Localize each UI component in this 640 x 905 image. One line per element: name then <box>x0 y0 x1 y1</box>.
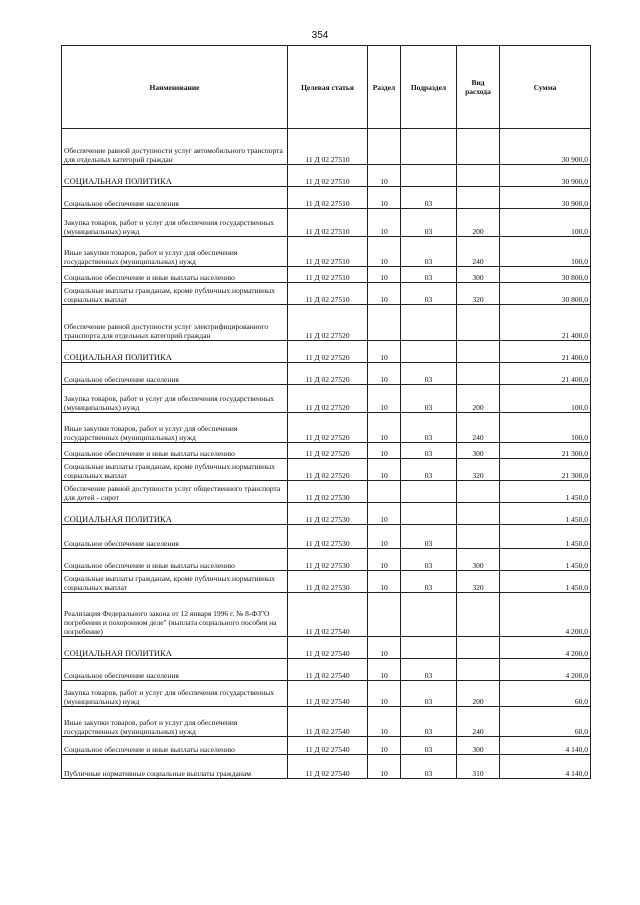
cell-expense-type <box>457 503 500 525</box>
cell-subsection <box>401 481 457 503</box>
cell-section: 10 <box>368 549 401 571</box>
cell-amount: 60,0 <box>500 707 591 737</box>
cell-section: 10 <box>368 755 401 779</box>
cell-section: 10 <box>368 385 401 413</box>
cell-target: 11 Д 02 27530 <box>288 503 368 525</box>
cell-subsection <box>401 637 457 659</box>
header-expense-type: Вид расхода <box>457 46 500 129</box>
cell-expense-type <box>457 187 500 209</box>
table-row <box>62 267 591 283</box>
cell-amount: 4 200,0 <box>500 659 591 681</box>
cell-expense-type: 240 <box>457 707 500 737</box>
cell-target: 11 Д 02 27520 <box>288 459 368 481</box>
cell-expense-type: 300 <box>457 443 500 459</box>
cell-name: Социальное обеспечение населения <box>62 659 288 681</box>
cell-subsection: 03 <box>401 209 457 237</box>
table-row <box>62 363 591 385</box>
cell-name: СОЦИАЛЬНАЯ ПОЛИТИКА <box>62 503 288 525</box>
table-row <box>62 681 591 707</box>
cell-section: 10 <box>368 283 401 305</box>
header-subsection: Подраздел <box>401 46 457 129</box>
cell-target: 11 Д 02 27520 <box>288 305 368 341</box>
table-row <box>62 637 591 659</box>
cell-expense-type: 310 <box>457 755 500 779</box>
cell-expense-type: 300 <box>457 737 500 755</box>
table-body <box>62 129 591 779</box>
cell-subsection: 03 <box>401 385 457 413</box>
cell-name: Социальные выплаты гражданам, кроме публичных нормативных социальных выплат <box>62 283 288 305</box>
cell-expense-type <box>457 659 500 681</box>
cell-name: Социальное обеспечение и иные выплаты населению <box>62 443 288 459</box>
cell-target: 11 Д 02 27530 <box>288 481 368 503</box>
cell-amount: 4 140,0 <box>500 755 591 779</box>
cell-target: 11 Д 02 27510 <box>288 209 368 237</box>
cell-expense-type <box>457 165 500 187</box>
cell-amount: 30 800,0 <box>500 283 591 305</box>
cell-subsection: 03 <box>401 681 457 707</box>
cell-target: 11 Д 02 27510 <box>288 187 368 209</box>
cell-section: 10 <box>368 237 401 267</box>
cell-subsection: 03 <box>401 187 457 209</box>
cell-subsection: 03 <box>401 443 457 459</box>
cell-subsection <box>401 341 457 363</box>
cell-target: 11 Д 02 27520 <box>288 385 368 413</box>
cell-amount: 21 300,0 <box>500 459 591 481</box>
cell-name: Социальное обеспечение населения <box>62 187 288 209</box>
table-row <box>62 413 591 443</box>
cell-amount: 4 140,0 <box>500 737 591 755</box>
table-row <box>62 481 591 503</box>
cell-name: Иные закупки товаров, работ и услуг для обеспечения государственных (муниципальных) нужд <box>62 707 288 737</box>
cell-section: 10 <box>368 659 401 681</box>
cell-section: 10 <box>368 503 401 525</box>
cell-subsection <box>401 129 457 165</box>
cell-section: 10 <box>368 267 401 283</box>
table-row <box>62 571 591 593</box>
cell-subsection: 03 <box>401 363 457 385</box>
cell-target: 11 Д 02 27520 <box>288 443 368 459</box>
table-row <box>62 525 591 549</box>
table-row <box>62 459 591 481</box>
cell-name: Иные закупки товаров, работ и услуг для обеспечения государственных (муниципальных) нужд <box>62 237 288 267</box>
cell-expense-type: 320 <box>457 283 500 305</box>
cell-expense-type: 240 <box>457 237 500 267</box>
cell-name: Социальное обеспечение населения <box>62 525 288 549</box>
cell-subsection <box>401 165 457 187</box>
cell-expense-type <box>457 129 500 165</box>
table-row <box>62 305 591 341</box>
cell-amount: 30 900,0 <box>500 187 591 209</box>
cell-target: 11 Д 02 27540 <box>288 681 368 707</box>
cell-expense-type: 240 <box>457 413 500 443</box>
table-row <box>62 659 591 681</box>
cell-target: 11 Д 02 27540 <box>288 755 368 779</box>
header-section: Раздел <box>368 46 401 129</box>
table-row <box>62 737 591 755</box>
cell-section: 10 <box>368 707 401 737</box>
table-row <box>62 283 591 305</box>
cell-name: Публичные нормативные социальные выплаты гражданам <box>62 755 288 779</box>
table-row <box>62 209 591 237</box>
cell-section <box>368 593 401 637</box>
cell-expense-type: 320 <box>457 459 500 481</box>
cell-amount: 21 400,0 <box>500 341 591 363</box>
cell-name: СОЦИАЛЬНАЯ ПОЛИТИКА <box>62 637 288 659</box>
header-target: Целевая статья <box>288 46 368 129</box>
cell-target: 11 Д 02 27510 <box>288 267 368 283</box>
cell-section: 10 <box>368 363 401 385</box>
cell-name: Иные закупки товаров, работ и услуг для обеспечения государственных (муниципальных) нужд <box>62 413 288 443</box>
cell-subsection <box>401 503 457 525</box>
cell-subsection: 03 <box>401 267 457 283</box>
header-name: Наименование <box>62 46 288 129</box>
table-row <box>62 187 591 209</box>
cell-amount: 1 450,0 <box>500 503 591 525</box>
cell-section: 10 <box>368 341 401 363</box>
cell-expense-type <box>457 341 500 363</box>
cell-amount: 21 300,0 <box>500 443 591 459</box>
table-row <box>62 165 591 187</box>
cell-subsection: 03 <box>401 525 457 549</box>
cell-subsection: 03 <box>401 707 457 737</box>
cell-section: 10 <box>368 737 401 755</box>
table-row <box>62 341 591 363</box>
cell-section: 10 <box>368 165 401 187</box>
cell-target: 11 Д 02 27510 <box>288 129 368 165</box>
cell-expense-type <box>457 593 500 637</box>
cell-amount: 100,0 <box>500 209 591 237</box>
cell-expense-type <box>457 525 500 549</box>
cell-section: 10 <box>368 571 401 593</box>
table-row <box>62 237 591 267</box>
cell-section <box>368 481 401 503</box>
cell-expense-type <box>457 637 500 659</box>
cell-subsection: 03 <box>401 283 457 305</box>
cell-subsection: 03 <box>401 549 457 571</box>
cell-amount: 1 450,0 <box>500 481 591 503</box>
cell-name: Социальные выплаты гражданам, кроме публичных нормативных социальных выплат <box>62 459 288 481</box>
cell-target: 11 Д 02 27520 <box>288 413 368 443</box>
cell-amount: 30 900,0 <box>500 165 591 187</box>
cell-amount: 100,0 <box>500 413 591 443</box>
cell-target: 11 Д 02 27540 <box>288 659 368 681</box>
cell-subsection <box>401 593 457 637</box>
cell-amount: 4 200,0 <box>500 637 591 659</box>
cell-section <box>368 305 401 341</box>
table-row <box>62 129 591 165</box>
table-row <box>62 549 591 571</box>
cell-name: Социальное обеспечение населения <box>62 363 288 385</box>
cell-section <box>368 129 401 165</box>
cell-name: Социальные выплаты гражданам, кроме публичных нормативных социальных выплат <box>62 571 288 593</box>
table-row <box>62 755 591 779</box>
cell-target: 11 Д 02 27510 <box>288 165 368 187</box>
cell-subsection: 03 <box>401 237 457 267</box>
cell-target: 11 Д 02 27540 <box>288 737 368 755</box>
budget-table <box>61 45 591 779</box>
cell-section: 10 <box>368 525 401 549</box>
table-row <box>62 443 591 459</box>
cell-name: Социальное обеспечение и иные выплаты населению <box>62 549 288 571</box>
cell-name: Закупка товаров, работ и услуг для обеспечения государственных (муниципальных) нужд <box>62 681 288 707</box>
cell-section: 10 <box>368 209 401 237</box>
cell-subsection: 03 <box>401 571 457 593</box>
cell-subsection: 03 <box>401 659 457 681</box>
cell-amount: 100,0 <box>500 385 591 413</box>
cell-name: Обеспечение равной доступности услуг общественного транспорта для детей - сирот <box>62 481 288 503</box>
cell-amount: 4 200,0 <box>500 593 591 637</box>
header-amount: Сумма <box>500 46 591 129</box>
cell-expense-type <box>457 481 500 503</box>
cell-target: 11 Д 02 27510 <box>288 237 368 267</box>
cell-name: Обеспечение равной доступности услуг электрифицированного транспорта для отдельных категорий граждан <box>62 305 288 341</box>
cell-name: Закупка товаров, работ и услуг для обеспечения государственных (муниципальных) нужд <box>62 209 288 237</box>
cell-amount: 100,0 <box>500 237 591 267</box>
cell-target: 11 Д 02 27530 <box>288 525 368 549</box>
cell-target: 11 Д 02 27540 <box>288 637 368 659</box>
cell-target: 11 Д 02 27530 <box>288 571 368 593</box>
cell-name: Социальное обеспечение и иные выплаты населению <box>62 267 288 283</box>
cell-section: 10 <box>368 459 401 481</box>
table-row <box>62 593 591 637</box>
cell-amount: 21 400,0 <box>500 305 591 341</box>
table-row <box>62 503 591 525</box>
cell-subsection: 03 <box>401 737 457 755</box>
cell-expense-type: 200 <box>457 385 500 413</box>
cell-expense-type: 300 <box>457 549 500 571</box>
cell-amount: 21 400,0 <box>500 363 591 385</box>
cell-target: 11 Д 02 27540 <box>288 593 368 637</box>
cell-section: 10 <box>368 637 401 659</box>
cell-section: 10 <box>368 681 401 707</box>
cell-target: 11 Д 02 27520 <box>288 363 368 385</box>
cell-target: 11 Д 02 27540 <box>288 707 368 737</box>
table-row <box>62 707 591 737</box>
cell-subsection <box>401 305 457 341</box>
cell-section: 10 <box>368 443 401 459</box>
cell-amount: 1 450,0 <box>500 525 591 549</box>
cell-target: 11 Д 02 27520 <box>288 341 368 363</box>
cell-section: 10 <box>368 413 401 443</box>
cell-amount: 30 900,0 <box>500 129 591 165</box>
cell-expense-type: 300 <box>457 267 500 283</box>
cell-amount: 1 450,0 <box>500 549 591 571</box>
page-number: 354 <box>311 30 329 41</box>
cell-expense-type <box>457 363 500 385</box>
cell-amount: 30 800,0 <box>500 267 591 283</box>
cell-expense-type: 200 <box>457 681 500 707</box>
cell-subsection: 03 <box>401 413 457 443</box>
cell-amount: 1 450,0 <box>500 571 591 593</box>
cell-amount: 60,0 <box>500 681 591 707</box>
cell-name: Обеспечение равной доступности услуг автомобильного транспорта для отдельных категорий граждан <box>62 129 288 165</box>
cell-name: Социальное обеспечение и иные выплаты населению <box>62 737 288 755</box>
cell-expense-type <box>457 305 500 341</box>
cell-name: СОЦИАЛЬНАЯ ПОЛИТИКА <box>62 341 288 363</box>
cell-expense-type: 320 <box>457 571 500 593</box>
cell-target: 11 Д 02 27510 <box>288 283 368 305</box>
cell-section: 10 <box>368 187 401 209</box>
cell-subsection: 03 <box>401 755 457 779</box>
cell-name: СОЦИАЛЬНАЯ ПОЛИТИКА <box>62 165 288 187</box>
cell-name: Закупка товаров, работ и услуг для обеспечения государственных (муниципальных) нужд <box>62 385 288 413</box>
cell-name: Реализация Федерального закона от 12 января 1996 г. № 8-ФЗ"О погребении и похоронном деле" (выплата социального пособия на погребение) <box>62 593 288 637</box>
table-header-row <box>62 46 591 129</box>
cell-subsection: 03 <box>401 459 457 481</box>
cell-expense-type: 200 <box>457 209 500 237</box>
cell-target: 11 Д 02 27530 <box>288 549 368 571</box>
table-row <box>62 385 591 413</box>
